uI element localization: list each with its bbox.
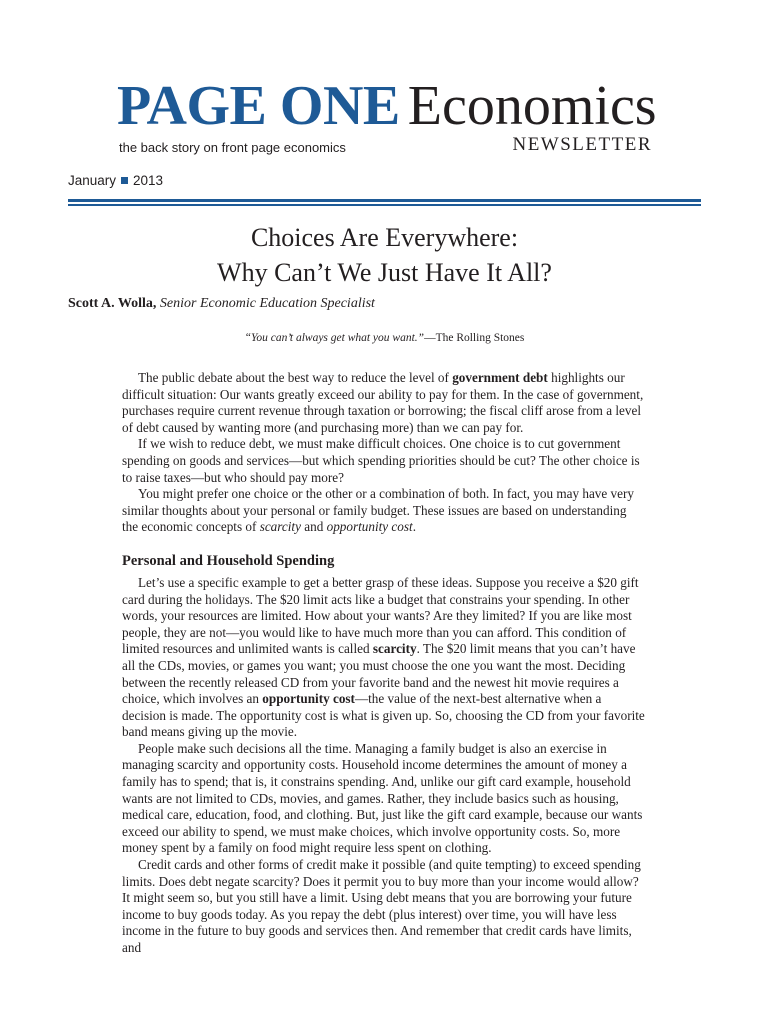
- paragraph-5: People make such decisions all the time. Managing a family budget is also an exercise in managing scarcity and opportunity costs. Household income determines the amount of money a family has to spend; that is, it constrains spending. And, unlike our gift card example, household wants are not limited to CDs, movies, and games. Rather, they include basics such as housing, medical care, education, food, and clothing. But, just like the gift card example, because our wants exceed our ability to spend, we must make choices, which involve opportunity costs. So, more money spent by a family on food might require less spent on clothing.: [122, 740, 643, 856]
- brand-name-bold: PAGE ONE: [117, 75, 400, 137]
- header-rule-thick: [68, 199, 701, 202]
- newsletter-label: NEWSLETTER: [512, 134, 652, 155]
- issue-year: 2013: [133, 173, 164, 188]
- paragraph-1: The public debate about the best way to reduce the level of government debt highlights our difficult situation: Our wants greatly exceed our ability to pay for them. In the case of government, purchases require current revenue through taxation or borrowing; the fiscal cliff arose from a level of debt caused by wanting more (and purchasing more) than we can pay for.: [122, 370, 644, 435]
- term-opportunity-cost: opportunity cost: [262, 691, 355, 707]
- term-opportunity-cost-italic: opportunity cost: [326, 519, 413, 535]
- issue-date: [68, 173, 163, 188]
- tagline: the back story on front page economics: [119, 140, 346, 155]
- paragraph-6: Credit cards and other forms of credit make it possible (and quite tempting) to exceed spending limits. Does debt negate scarcity? Does it permit you to buy more than your income would allow? It might seem so, but you still have a limit. Using debt means that you are borrowing your future income to buy goods today. As you repay the debt (plus interest) over time, you will have less income in the future to buy goods and services then. And remember that credit cards have limits, and: [122, 857, 641, 955]
- header-rule-thin: [68, 204, 701, 206]
- brand-name-regular: Economics: [407, 75, 657, 137]
- article-title: [68, 220, 701, 290]
- article-body: [122, 370, 645, 957]
- epigraph-quote: “You can’t always get what you want.”: [244, 332, 425, 344]
- author-name: Scott A. Wolla,: [68, 296, 157, 311]
- epigraph: [68, 332, 701, 344]
- term-scarcity-italic: scarcity: [259, 519, 301, 535]
- paragraph-2: If we wish to reduce debt, we must make difficult choices. One choice is to cut government spending on goods and services—but which spending priorities should be cut? The other choice is to raise taxes—but who should pay more?: [122, 436, 640, 485]
- paragraph-3: You might prefer one choice or the other or a combination of both. In fact, you may have very similar thoughts about your personal or family budget. These issues are based on understanding the economic concepts of scarcity and opportunity cost.: [122, 486, 634, 535]
- byline: [68, 296, 375, 312]
- issue-month: January: [68, 173, 117, 188]
- brand-logo: [117, 74, 657, 138]
- author-title: Senior Economic Education Specialist: [159, 296, 375, 311]
- masthead: [117, 74, 657, 164]
- article-title-line-1: Choices Are Everywhere:: [250, 223, 519, 252]
- epigraph-source: —The Rolling Stones: [424, 332, 525, 344]
- paragraph-4: Let’s use a specific example to get a better grasp of these ideas. Suppose you receive a $20 gift card during the holidays. The $20 limit acts like a budget that constrains your spending. In other words, your resources are limited. How about your wants? Are they limited? If you are like most people, they are not—you would like to have much more than you can afford. This condition of limited resources and unlimited wants is called scarcity. The $20 limit means that you can’t have all the CDs, movies, or games you want; you must choose the one you want the most. Deciding between the recently released CD from your favorite band and the newest hit movie requires a choice, which involves an opportunity cost—the value of the next-best alternative when a decision is made. The opportunity cost is what is given up. So, choosing the CD from your favorite band means giving up the movie.: [122, 574, 645, 740]
- square-bullet-icon: [121, 177, 128, 184]
- section-heading: Personal and Household Spending: [122, 552, 335, 569]
- term-scarcity: scarcity: [372, 641, 417, 657]
- term-government-debt: government debt: [452, 370, 548, 385]
- article-title-line-2: Why Can’t We Just Have It All?: [217, 258, 552, 287]
